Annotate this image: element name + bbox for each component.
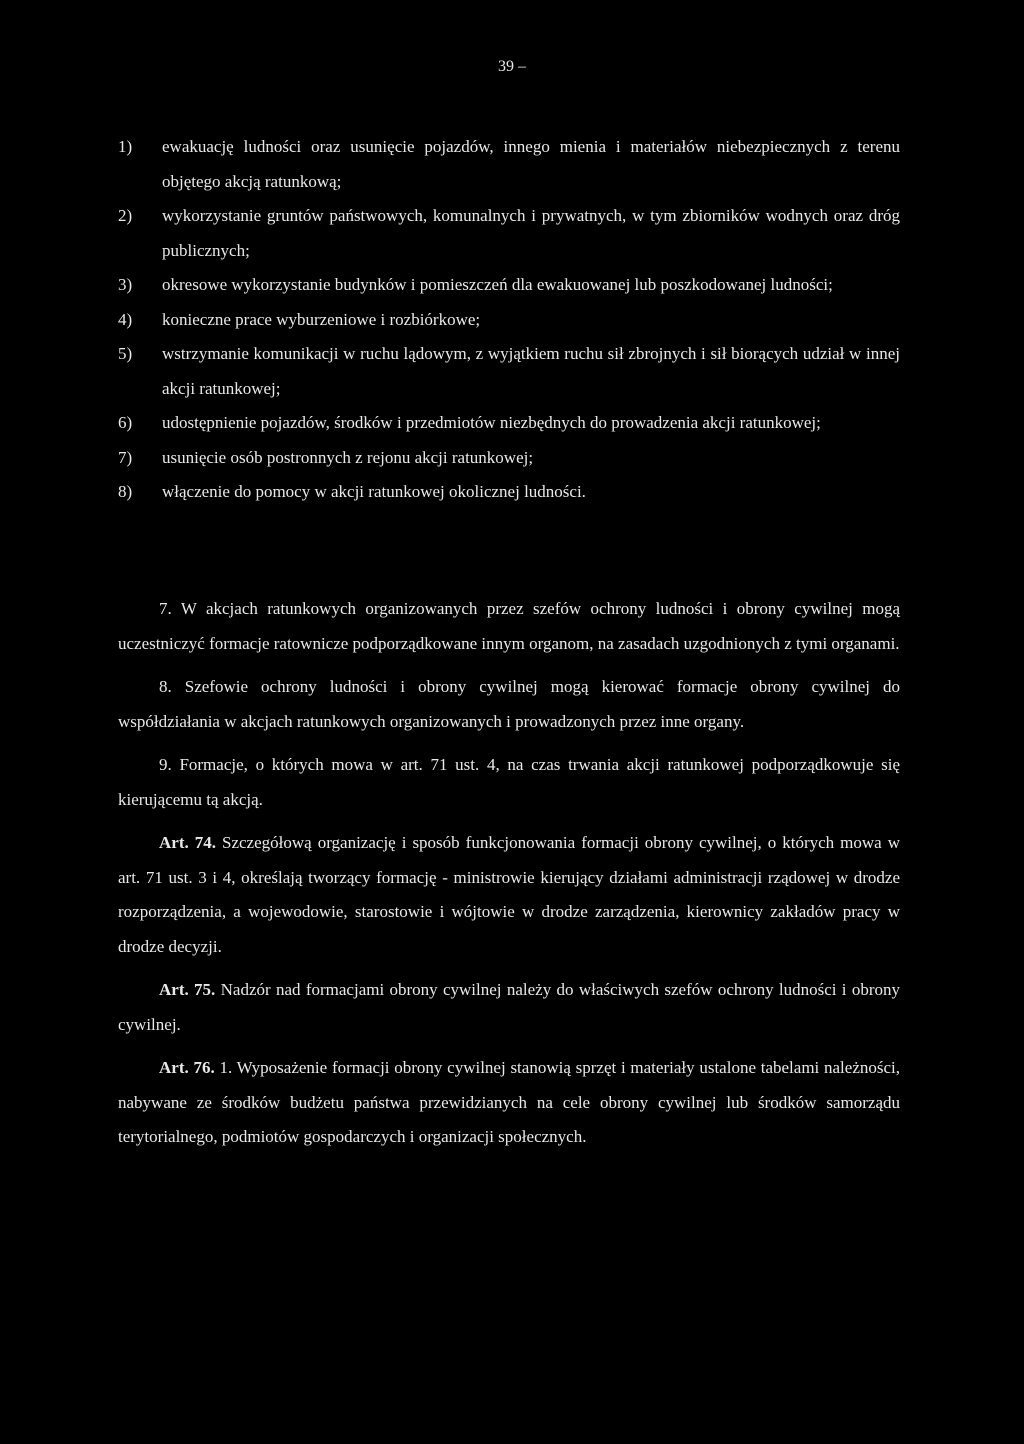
list-item-number: 3) [118, 275, 133, 294]
list-item [118, 337, 900, 406]
paragraph-7 [118, 592, 900, 661]
list-item-text: wstrzymanie komunikacji w ruchu lądowym, z wyjątkiem ruchu sił zbrojnych i sił biorących udział w innej akcji ratunkowej; [162, 344, 900, 398]
article-label: Art. 76. [159, 1058, 215, 1077]
article-text: Nadzór nad formacjami obrony cywilnej należy do właściwych szefów ochrony ludności i obrony cywilnej. [118, 980, 901, 1034]
list-item-number: 7) [118, 447, 133, 467]
list-item-text: okresowe wykorzystanie budynków i pomieszczeń dla ewakuowanej lub poszkodowanej ludności; [162, 275, 833, 294]
list-item [118, 441, 900, 476]
list-item-text: usunięcie osób postronnych z rejonu akcji ratunkowej; [162, 447, 534, 467]
list-item-text: ewakuację ludności oraz usunięcie pojazdów, innego mienia i materiałów niebezpiecznych z terenu objętego akcją ratunkową; [162, 137, 900, 191]
article-74 [118, 826, 900, 964]
list-item-text: konieczne prace wyburzeniowe i rozbiórkowe; [162, 309, 481, 329]
list-item-text: wykorzystanie gruntów państwowych, komunalnych i prywatnych, w tym zbiorników wodnych oraz dróg publicznych; [162, 206, 900, 260]
list-item [118, 199, 900, 268]
list-item [118, 406, 900, 441]
list-item-number: 4) [118, 309, 133, 329]
article-label: Art. 74. [159, 833, 216, 852]
list-item-number: 8) [118, 482, 133, 501]
article-label: Art. 75. [159, 980, 216, 999]
article-text: Szczegółową organizację i sposób funkcjonowania formacji obrony cywilnej, o których mowa w art. 71 ust. 3 i 4, określają tworzący formację - ministrowie kierujący działami administracji rządowej w drodze rozporządzenia, a wojewodowie, starostowie i wójtowie w drodze zarządzenia, kierownicy zakładów pracy w drodze decyzji. [118, 833, 901, 956]
list-item-text: włączenie do pomocy w akcji ratunkowej okolicznej ludności. [162, 482, 586, 501]
list-item [118, 475, 900, 510]
list-item-number: 1) [118, 137, 133, 156]
article-75 [118, 973, 900, 1042]
paragraph-9 [118, 748, 900, 817]
paragraph-text: 8. Szefowie ochrony ludności i obrony cywilnej mogą kierować formacje obrony cywilnej do współdziałania w akcjach ratunkowych organizowanych i prowadzonych przez inne organy. [118, 677, 900, 731]
list-item-text: udostępnienie pojazdów, środków i przedmiotów niezbędnych do prowadzenia akcji ratunkowej; [162, 413, 821, 432]
list-item [118, 130, 900, 199]
list-item-number: 6) [118, 413, 133, 432]
list-item-number: 2) [118, 206, 133, 225]
list-item [118, 268, 900, 303]
paragraph-8 [118, 670, 900, 739]
paragraph-text: 7. W akcjach ratunkowych organizowanych przez szefów ochrony ludności i obrony cywilnej mogą uczestniczyć formacje ratownicze podporządkowane innym organom, na zasadach uzgodnionych z tymi organami. [118, 599, 900, 653]
article-text: 1. Wyposażenie formacji obrony cywilnej stanowią sprzęt i materiały ustalone tabelami należności, nabywane ze środków budżetu państwa przewidzianych na cele obrony cywilnej lub środków samorządu terytorialnego, podmiotów gospodarczych i organizacji społecznych. [118, 1058, 900, 1146]
enumerated-list [118, 130, 900, 510]
page-number: 39 – [498, 58, 526, 75]
article-76 [118, 1051, 900, 1155]
paragraph-text: 9. Formacje, o których mowa w art. 71 ust. 4, na czas trwania akcji ratunkowej podporządkowuje się kierującemu tą akcją. [118, 755, 900, 809]
list-item-number: 5) [118, 344, 133, 363]
list-item [118, 303, 900, 338]
body-paragraphs [118, 592, 900, 1164]
